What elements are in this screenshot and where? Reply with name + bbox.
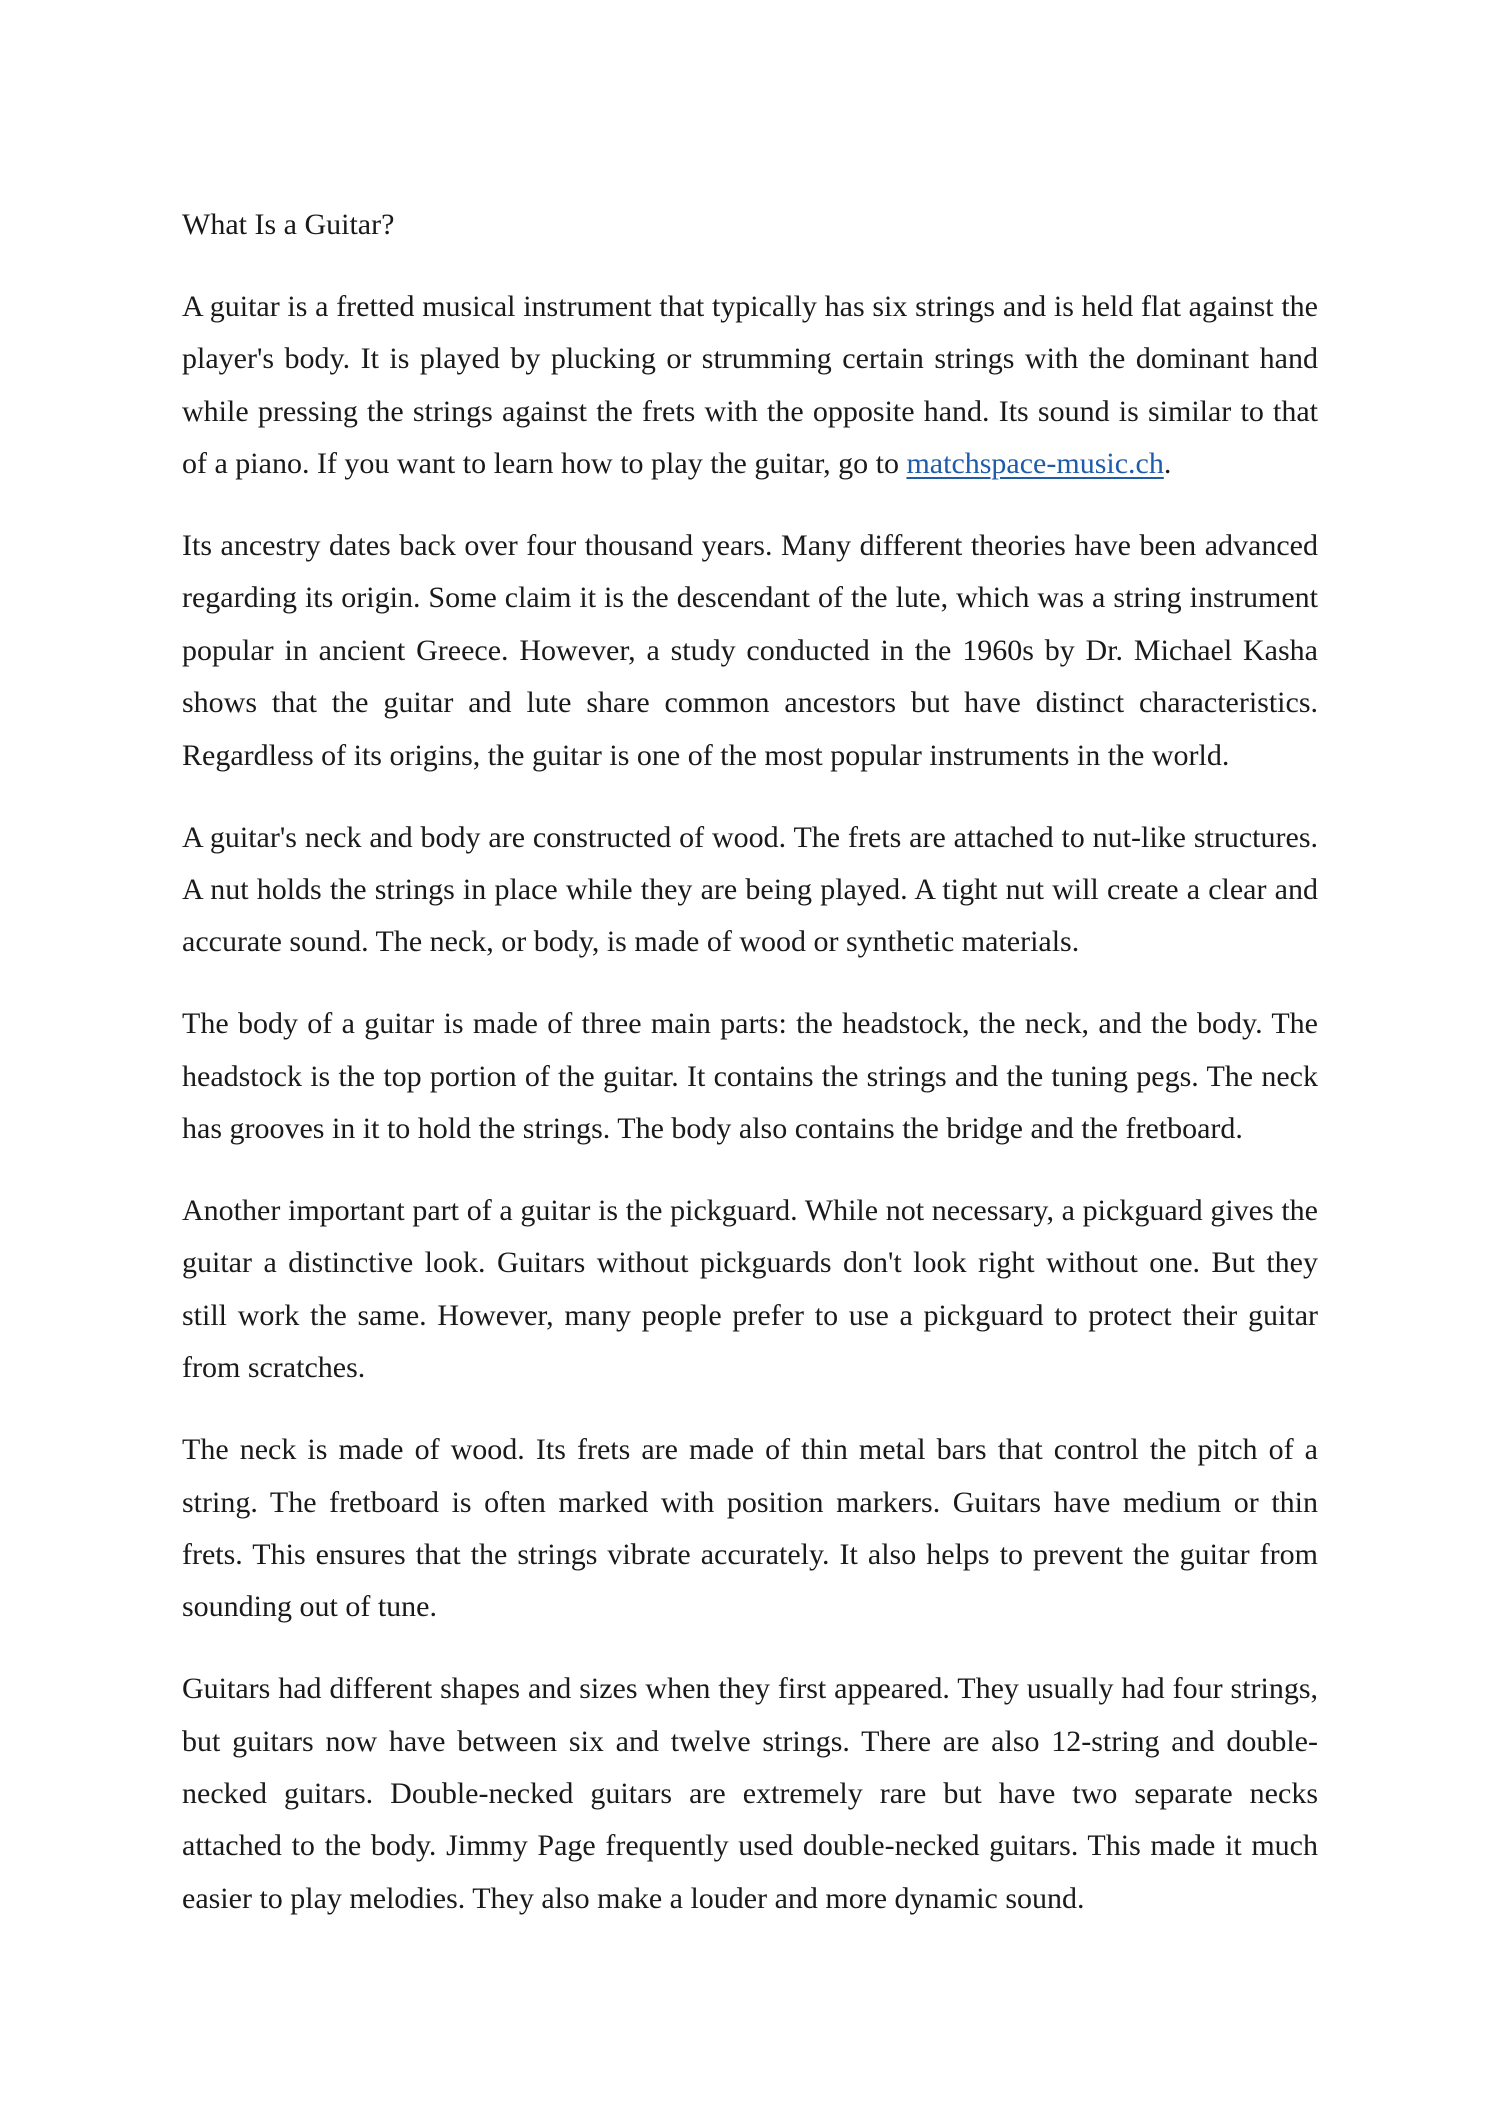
paragraph-intro-end: . <box>1163 447 1172 481</box>
paragraph-ancestry: Its ancestry dates back over four thousand years. Many different theories have been advanced regarding its origin. Some claim it is the descendant of the lute, which was a string instrument popular in ancient Greece. However, a study conducted in the 1960s by Dr. Michael Kasha shows that the guitar and lute share common ancestors but have distinct characteristics. Regardless of its origins, the guitar is one of the most popular instruments in the world. <box>182 529 1318 772</box>
paragraph-neck: The neck is made of wood. Its frets are made of thin metal bars that control the pitch of a string. The fretboard is often marked with position markers. Guitars have medium or thin frets. This ensures that the strings vibrate accurately. It also helps to prevent the guitar from sounding out of tune. <box>182 1433 1318 1624</box>
document-title: What Is a Guitar? <box>182 208 395 241</box>
paragraph-body-parts: The body of a guitar is made of three main parts: the headstock, the neck, and the body. The headstock is the top portion of the guitar. It contains the strings and the tuning pegs. The neck has grooves in it to hold the strings. The body also contains the bridge and the fretboard. <box>182 1007 1318 1146</box>
paragraph-intro <box>182 281 1318 491</box>
paragraph-intro-text: A guitar is a fretted musical instrument that typically has six strings and is held flat against the player's body. It is played by plucking or strumming certain strings with the dominant hand while pressing the strings against the frets with the opposite hand. Its sound is similar to that of a piano. If you want to learn how to play the guitar, go to <box>182 289 1318 481</box>
document-page <box>182 199 1318 1955</box>
matchspace-music-link[interactable]: matchspace-music.ch <box>906 447 1164 481</box>
paragraph-pickguard: Another important part of a guitar is the pickguard. While not necessary, a pickguard gives the guitar a distinctive look. Guitars without pickguards don't look right without one. But they still work the same. However, many people prefer to use a pickguard to protect their guitar from scratches. <box>182 1194 1318 1385</box>
paragraph-construction: A guitar's neck and body are constructed of wood. The frets are attached to nut-like structures. A nut holds the strings in place while they are being played. A tight nut will create a clear and accurate sound. The neck, or body, is made of wood or synthetic materials. <box>182 820 1318 959</box>
paragraph-history-shapes: Guitars had different shapes and sizes when they first appeared. They usually had four strings, but guitars now have between six and twelve strings. There are also 12-string and double-necked guitars. Double-necked guitars are extremely rare but have two separate necks attached to the body. Jimmy Page frequently used double-necked guitars. This made it much easier to play melodies. They also make a louder and more dynamic sound. <box>182 1672 1318 1915</box>
